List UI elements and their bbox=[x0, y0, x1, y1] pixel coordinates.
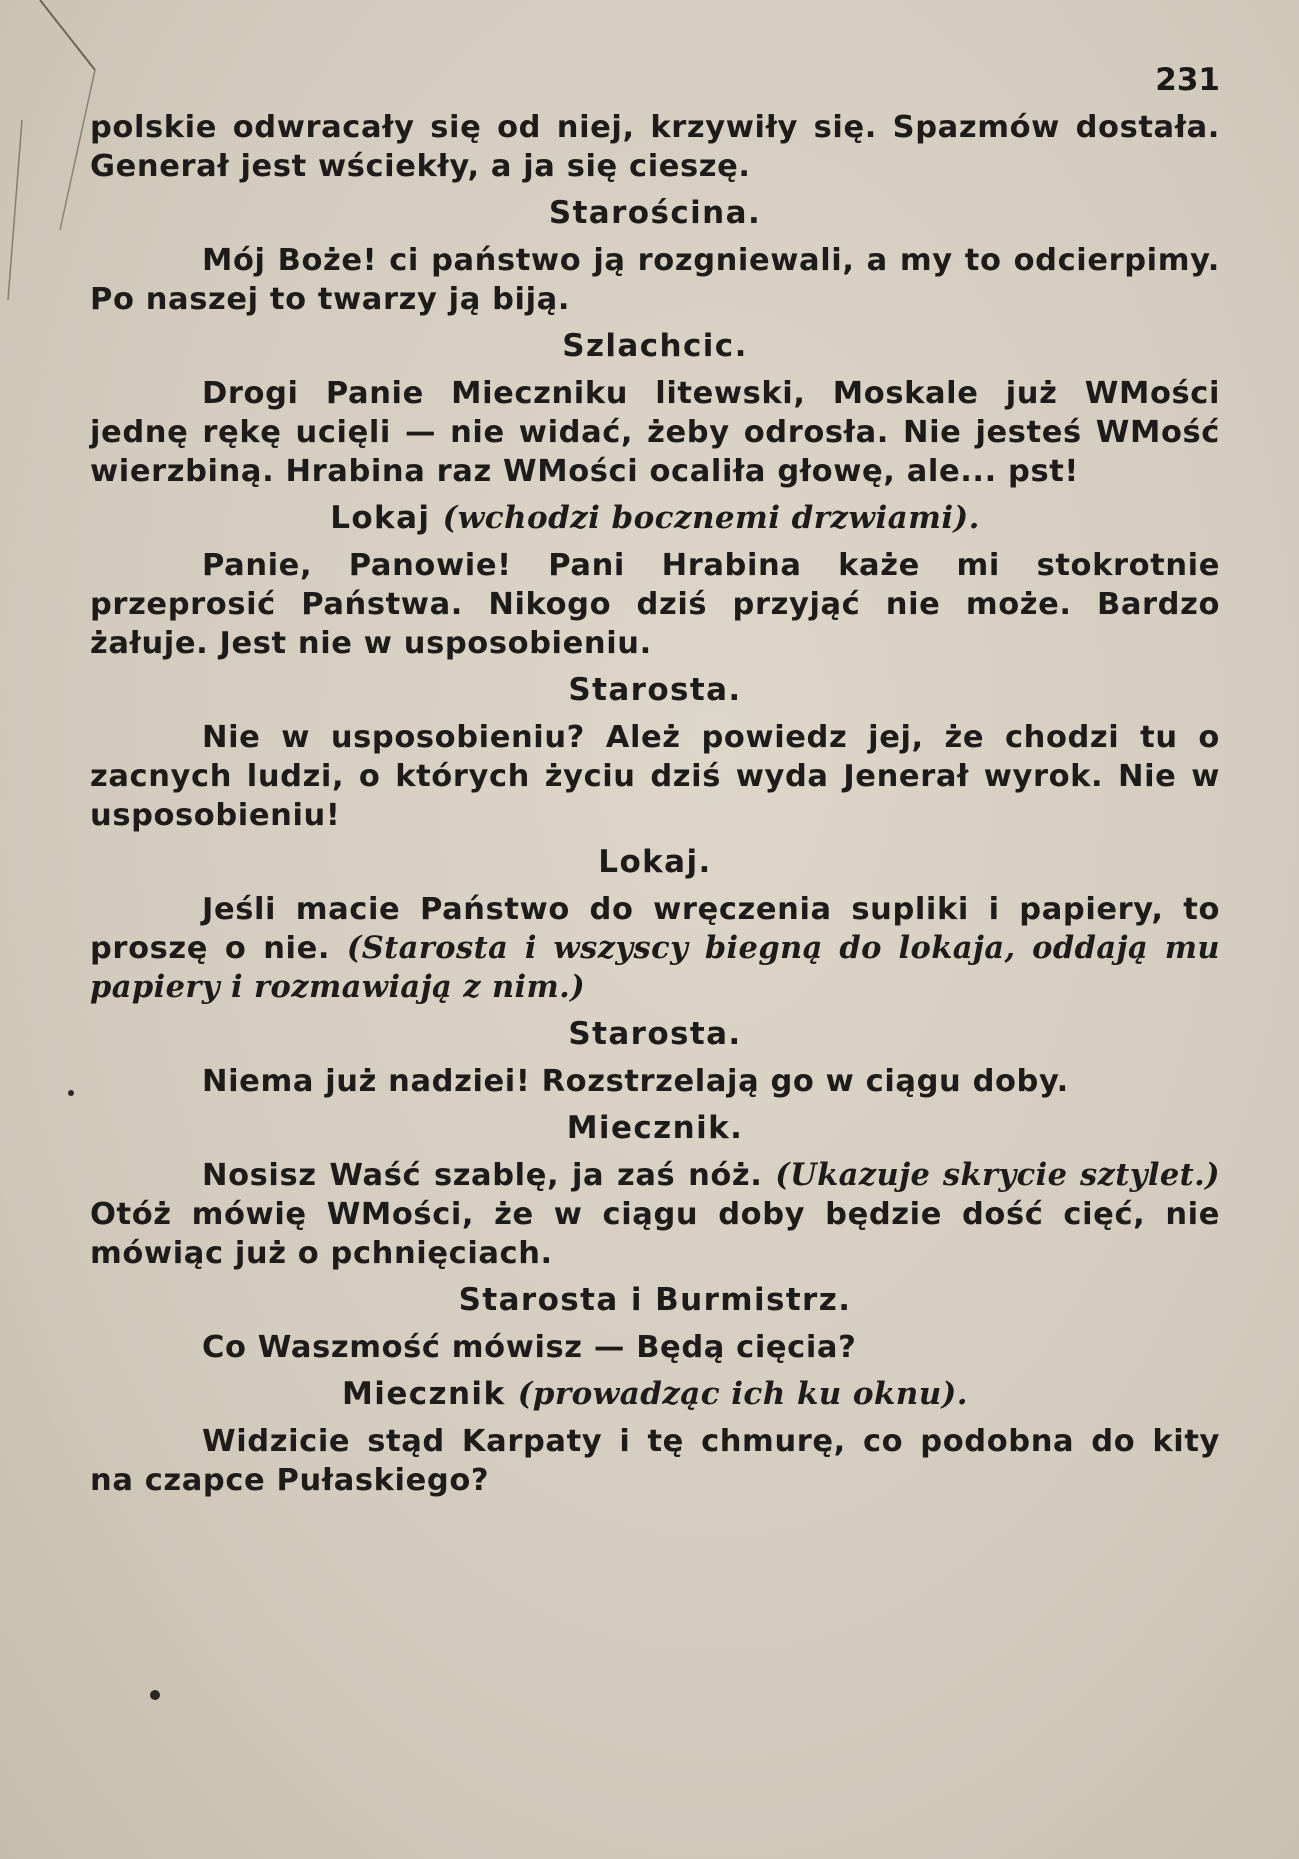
dialogue-text: Drogi Panie Mieczniku litewski, Moskale już WMości jednę rękę ucięli — nie widać, żeby odrosła. Nie jesteś WMość wierzbiną. Hrabina raz WMości ocaliła głowę, ale... pst! bbox=[90, 376, 1220, 489]
speaker-name: Starosta i Burmistrz. bbox=[458, 1282, 852, 1318]
dialogue-paragraph bbox=[90, 890, 1220, 1007]
dialogue-paragraph bbox=[90, 718, 1220, 835]
dialogue-text: Nie w usposobieniu? Ależ powiedz jej, że chodzi tu o zacnych ludzi, o których życiu dziś wyda Jenerał wyrok. Nie w usposobieniu! bbox=[90, 720, 1220, 833]
stage-direction: (Starosta i wszyscy biegną do lokaja, oddają mu papiery i rozmawiają z nim.) bbox=[90, 930, 1220, 1005]
speaker-name: Starościna. bbox=[548, 195, 762, 231]
speaker-name: Starosta. bbox=[568, 1016, 742, 1052]
dialogue-text: Nosisz Waść szablę, ja zaś nóż. bbox=[202, 1158, 763, 1193]
stage-direction: (wchodzi bocznemi drzwiami). bbox=[442, 500, 980, 536]
ink-speck bbox=[150, 1690, 160, 1700]
speaker-name: Miecznik bbox=[342, 1376, 506, 1412]
stage-direction: (Ukazuje skrycie sztylet.) bbox=[775, 1157, 1221, 1193]
dialogue-text: Jeśli macie Państwo do wręczenia supliki i papiery, to proszę o nie. bbox=[90, 892, 1220, 966]
speaker-heading bbox=[90, 1015, 1220, 1054]
dialogue-text: polskie odwracały się od niej, krzywiły się. Spazmów dostała. Generał jest wściekły, a ja się cieszę. bbox=[90, 110, 1220, 184]
ink-speck bbox=[68, 1090, 74, 1096]
dialogue-text: Widzicie stąd Karpaty i tę chmurę, co podobna do kity na czapce Pułaskiego? bbox=[90, 1424, 1220, 1498]
page-number: 231 bbox=[1155, 62, 1220, 98]
dialogue-text: Co Waszmość mówisz — Będą cięcia? bbox=[202, 1330, 857, 1365]
dialogue-text: Mój Boże! ci państwo ją rozgniewali, a my to odcierpimy. Po naszej to twarzy ją biją. bbox=[90, 243, 1220, 317]
dialogue-paragraph bbox=[90, 374, 1220, 491]
speaker-heading bbox=[90, 327, 1220, 366]
speaker-heading bbox=[90, 194, 1220, 233]
dialogue-paragraph bbox=[90, 1422, 1220, 1500]
speaker-name: Szlachcic. bbox=[562, 328, 748, 364]
speaker-heading bbox=[90, 843, 1220, 882]
dialogue-paragraph bbox=[90, 108, 1220, 186]
dialogue-text: Panie, Panowie! Pani Hrabina każe mi stokrotnie przeprosić Państwa. Nikogo dziś przyjąć nie może. Bardzo żałuje. Jest nie w usposobieniu. bbox=[90, 548, 1220, 661]
dialogue-paragraph bbox=[90, 546, 1220, 663]
dialogue-paragraph bbox=[90, 241, 1220, 319]
speaker-name: Starosta. bbox=[568, 672, 742, 708]
speaker-heading bbox=[90, 671, 1220, 710]
dialogue-text: Niema już nadziei! Rozstrzelają go w ciągu doby. bbox=[202, 1064, 1069, 1099]
dialogue-paragraph bbox=[90, 1062, 1220, 1101]
speaker-heading bbox=[90, 1109, 1220, 1148]
speaker-name: Miecznik. bbox=[566, 1110, 744, 1146]
dialogue-paragraph bbox=[90, 1328, 1220, 1367]
stage-direction: (prowadząc ich ku oknu). bbox=[517, 1376, 968, 1412]
speaker-name: Lokaj bbox=[330, 500, 431, 536]
speaker-name: Lokaj. bbox=[598, 844, 712, 880]
speaker-heading bbox=[90, 499, 1220, 538]
dialogue-paragraph bbox=[90, 1156, 1220, 1273]
speaker-heading bbox=[90, 1375, 1220, 1414]
dialogue-text: Otóż mówię WMości, że w ciągu doby będzie dość cięć, nie mówiąc już o pchnięciach. bbox=[90, 1197, 1220, 1271]
page-text bbox=[90, 108, 1220, 1508]
speaker-heading bbox=[90, 1281, 1220, 1320]
